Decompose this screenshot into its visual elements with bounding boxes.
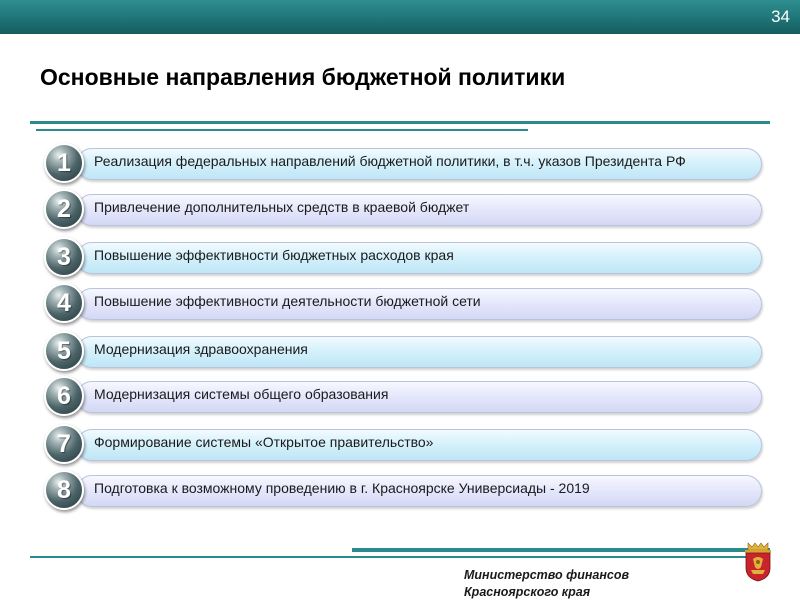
item-number: 2: [57, 195, 71, 223]
list-item: [44, 283, 766, 323]
item-number: 5: [57, 337, 71, 365]
list-item: [44, 237, 766, 277]
item-number: 6: [57, 382, 71, 410]
list-item: [44, 424, 766, 464]
item-text: Модернизация здравоохранения: [94, 341, 308, 357]
item-text: Привлечение дополнительных средств в краевой бюджет: [94, 199, 470, 215]
item-text: Реализация федеральных направлений бюджетной политики, в т.ч. указов Президента РФ: [94, 153, 686, 169]
item-text: Формирование системы «Открытое правительство»: [94, 434, 434, 450]
ministry-line-1: Министерство финансов: [464, 568, 630, 582]
item-text: Модернизация системы общего образования: [94, 386, 389, 402]
item-text: Подготовка к возможному проведению в г. Красноярске Универсиады - 2019: [94, 480, 590, 496]
item-text: Повышение эффективности бюджетных расходов края: [94, 247, 454, 263]
item-number: 3: [57, 243, 71, 271]
item-text: Повышение эффективности деятельности бюджетной сети: [94, 293, 481, 309]
list-item: [44, 331, 766, 371]
item-number: 1: [57, 149, 71, 177]
list-item: [44, 189, 766, 229]
list-item: [44, 470, 766, 510]
slide-number: 34: [771, 7, 790, 26]
slide-title: Основные направления бюджетной политики: [40, 64, 566, 90]
ministry-line-2: Красноярского края: [464, 585, 591, 599]
list-item: [44, 143, 766, 183]
krasnoyarsk-coat-of-arms-icon: [742, 540, 774, 582]
item-number: 8: [57, 476, 71, 504]
list-item: [44, 376, 766, 416]
item-number: 7: [57, 430, 71, 458]
footer-divider-long: [30, 556, 770, 558]
ministry-name: [464, 567, 724, 601]
item-number: 4: [57, 289, 71, 317]
footer-divider-short: [352, 548, 770, 552]
